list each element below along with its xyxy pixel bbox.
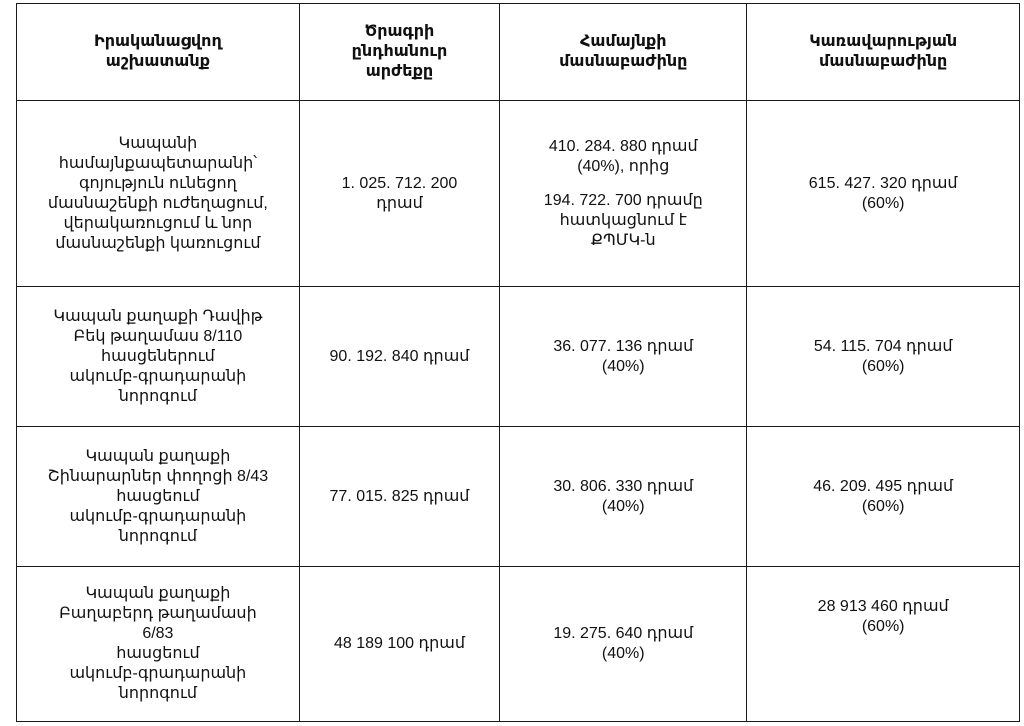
cell-line: 90. 192. 840 դրամ — [329, 347, 470, 365]
cell-line: նորոգում — [118, 387, 198, 405]
cell-line: 1. 025. 712. 200 — [341, 174, 458, 192]
cell-line: Շինարարներ փողոցի 8/43 — [47, 467, 269, 485]
cell-line: ակումբ-գրադարանի — [69, 665, 247, 682]
cell-total — [299, 101, 499, 287]
header-work — [17, 4, 300, 101]
cell-work — [17, 567, 300, 722]
cell-line: 48 189 100 դրամ — [333, 635, 465, 652]
cell-government — [747, 427, 1020, 567]
cell-line: նորոգում — [118, 527, 198, 545]
table-row — [17, 567, 1020, 722]
cell-line: ակումբ-գրադարանի — [69, 507, 247, 525]
cell-community — [500, 567, 747, 722]
cell-line: 410. 284. 880 դրամ — [548, 137, 698, 155]
header-line: աշխատանք — [105, 53, 210, 70]
cell-line: 54. 115. 704 դրամ — [813, 337, 953, 355]
cell-line: (40%) — [601, 357, 645, 375]
cell-government — [747, 101, 1020, 287]
cell-line: 194. 722. 700 դրամը — [543, 191, 703, 209]
header-line: Իրականացվող — [94, 33, 222, 50]
table-header-row — [17, 4, 1020, 101]
cell-line: (60%) — [861, 618, 905, 635]
cell-government — [747, 567, 1020, 722]
budget-table — [16, 3, 1020, 722]
cell-line: (40%), որից — [577, 157, 670, 175]
header-line: մասնաբաժինը — [819, 53, 948, 70]
cell-line: դրամ — [376, 194, 423, 212]
cell-line: հասցեում — [116, 645, 200, 662]
cell-total — [299, 287, 499, 427]
header-line: Կառավարության — [809, 33, 958, 50]
cell-line: 6/83 — [142, 625, 174, 642]
header-community — [500, 4, 747, 101]
cell-line: (40%) — [601, 497, 645, 515]
cell-line: նորոգում — [118, 685, 198, 702]
cell-line: Բաղաբերդ թաղամասի — [59, 605, 257, 622]
cell-community — [500, 287, 747, 427]
cell-line: 19. 275. 640 դրամ — [553, 625, 694, 642]
header-total — [299, 4, 499, 101]
cell-line: Կապան քաղաքի — [85, 585, 231, 602]
table-row — [17, 427, 1020, 567]
cell-line: ՔՊՄԿ-ն — [590, 231, 656, 249]
table-row — [17, 287, 1020, 427]
header-government — [747, 4, 1020, 101]
cell-line: հասցեում — [116, 487, 200, 505]
header-line: Ծրագրի — [364, 23, 435, 40]
paragraph-gap — [508, 177, 738, 191]
header-line: Համայնքի — [579, 33, 667, 50]
cell-line: մասնաշենքի ուժեղացում, — [47, 194, 268, 212]
cell-line: Կապան քաղաքի — [85, 447, 231, 465]
cell-line: (60%) — [861, 194, 905, 212]
cell-line: 28 913 460 դրամ — [817, 598, 949, 615]
cell-total — [299, 567, 499, 722]
cell-line: Բեկ թաղամաս 8/110 — [73, 327, 243, 345]
cell-line: գոյություն ունեցող — [79, 174, 237, 192]
cell-line: 77. 015. 825 դրամ — [329, 487, 470, 505]
cell-work — [17, 287, 300, 427]
cell-line: Կապանի — [118, 134, 198, 152]
table-row — [17, 101, 1020, 287]
cell-line: վերակառուցում և նոր — [63, 214, 253, 232]
cell-line: հատկացնում է — [559, 211, 687, 229]
cell-line: 615. 427. 320 դրամ — [808, 174, 958, 192]
cell-line: 36. 077. 136 դրամ — [553, 337, 694, 355]
cell-government — [747, 287, 1020, 427]
cell-line: (40%) — [601, 645, 645, 662]
cell-work — [17, 427, 300, 567]
cell-line: (60%) — [861, 357, 905, 375]
header-line: մասնաբաժինը — [559, 53, 688, 70]
cell-line: հասցեներում — [100, 347, 215, 365]
cell-line: Կապան քաղաքի Դավիթ — [53, 307, 263, 325]
cell-line: մասնաշենքի կառուցում — [55, 234, 261, 252]
cell-line: 46. 209. 495 դրամ — [813, 477, 954, 495]
cell-line: 30. 806. 330 դրամ — [553, 477, 694, 495]
cell-total — [299, 427, 499, 567]
cell-line: (60%) — [861, 497, 905, 515]
cell-community — [500, 101, 747, 287]
header-line: ընդհանուր — [351, 43, 448, 60]
header-line: արժեքը — [365, 63, 434, 80]
cell-line: համայնքապետարանի՝ — [58, 154, 258, 172]
cell-community — [500, 427, 747, 567]
cell-work — [17, 101, 300, 287]
cell-line: ակումբ-գրադարանի — [69, 367, 247, 385]
